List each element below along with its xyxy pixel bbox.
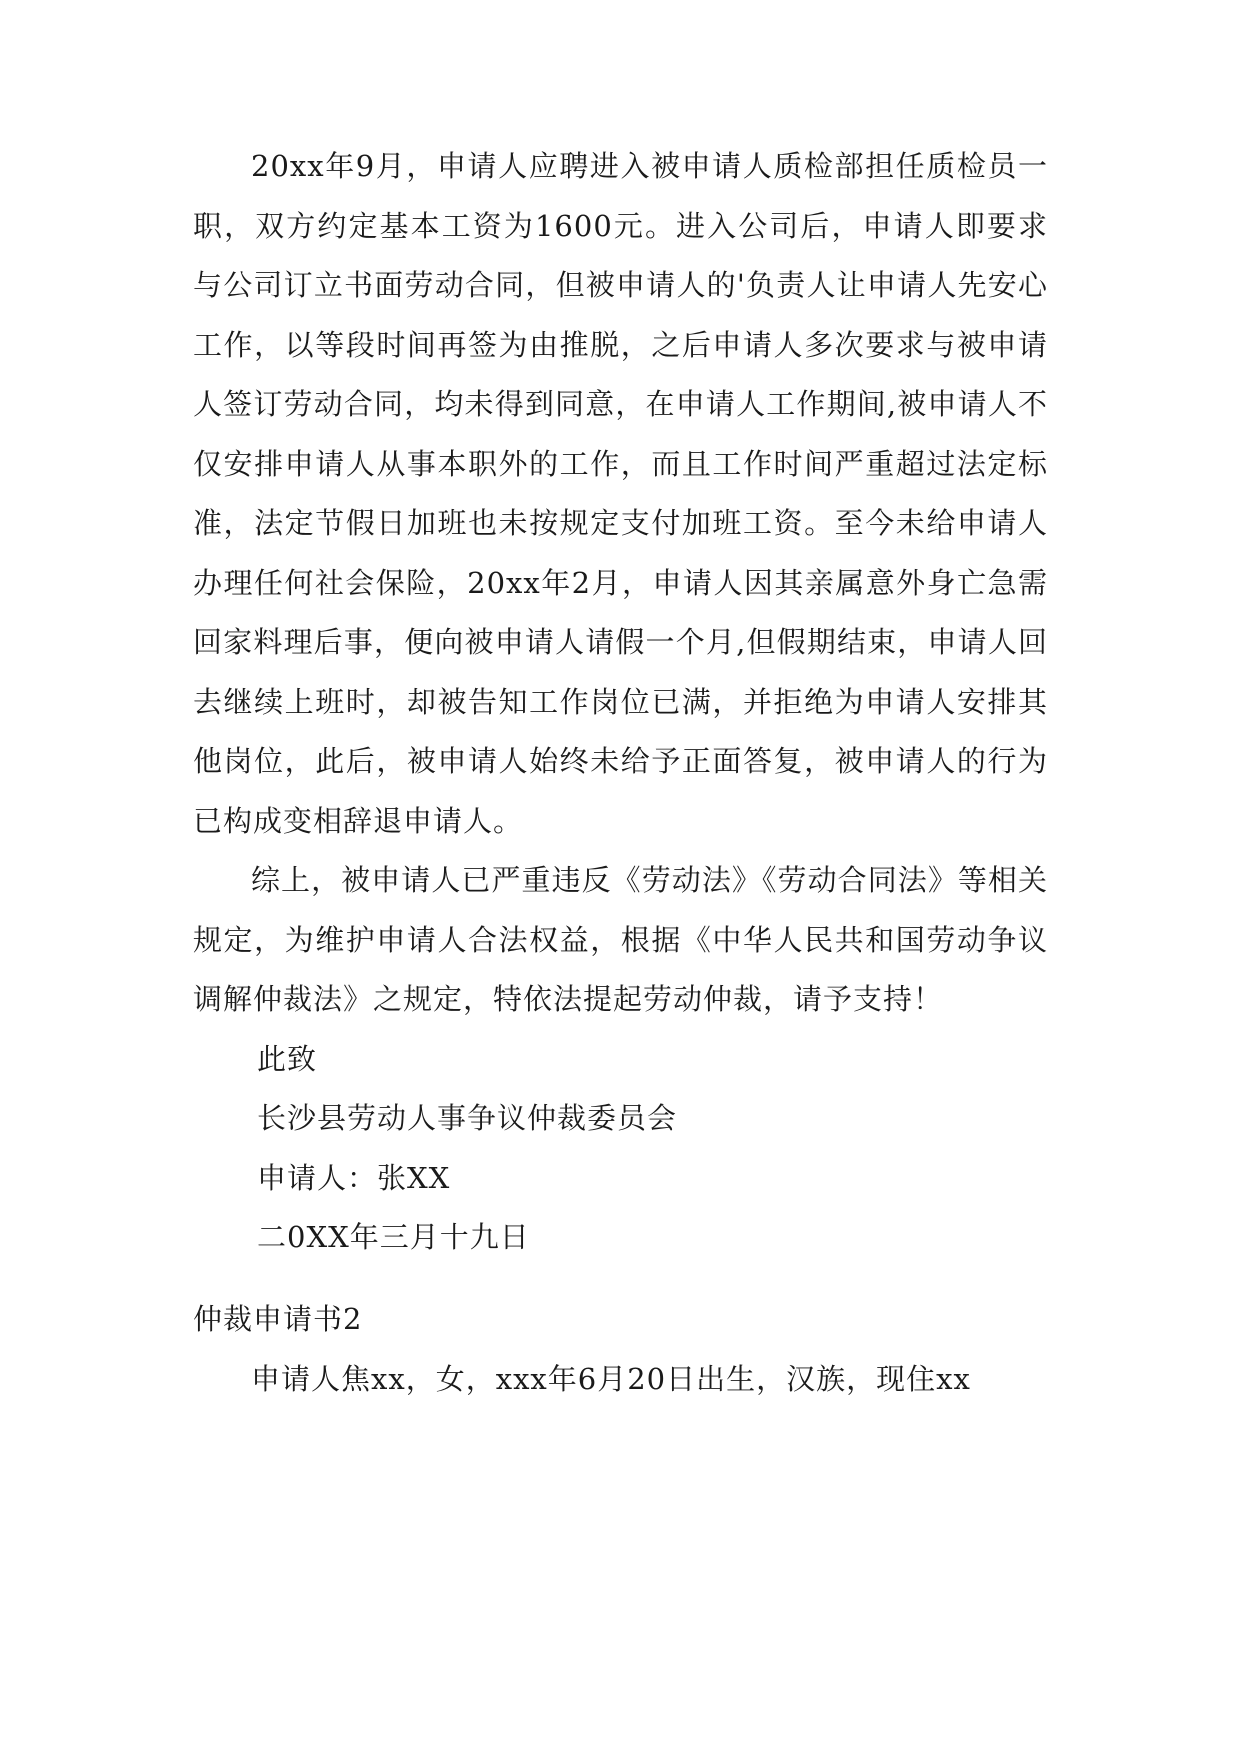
document-body: [193, 137, 1048, 1268]
section-title: 仲裁申请书2: [193, 1302, 363, 1336]
date-line: 二0XX年三月十九日: [257, 1220, 530, 1254]
paragraph-applicant-info: 申请人焦xx，女，xxx年6月20日出生，汉族，现住xx: [251, 1362, 971, 1396]
paragraph-conclusion: 综上，被申请人已严重违反《劳动法》《劳动合同法》等相关规定，为维护申请人合法权益，根据《中华人民共和国劳动争议调解仲裁法》之规定，特依法提起劳动仲裁，请予支持！: [193, 863, 1048, 1016]
recipient-line: 长沙县劳动人事争议仲裁委员会: [257, 1101, 678, 1135]
paragraph-facts: 20xx年9月，申请人应聘进入被申请人质检部担任质检员一职，双方约定基本工资为1600元。进入公司后，申请人即要求与公司订立书面劳动合同，但被申请人的'负责人让申请人先安心工作，以等段时间再签为由推脱，之后申请人多次要求与被申请人签订劳动合同，均未得到同意，在申请人工作期间,被申请人不仅安排申请人从事本职外的工作，而且工作时间严重超过法定标准，法定节假日加班也未按规定支付加班工资。至今未给申请人办理任何社会保险，20xx年2月，申请人因其亲属意外身亡急需回家料理后事，便向被申请人请假一个月,但假期结束，申请人回去继续上班时，却被告知工作岗位已满，并拒绝为申请人安排其他岗位，此后，被申请人始终未给予正面答复，被申请人的行为已构成变相辞退申请人。: [193, 149, 1048, 838]
closing-salutation: 此致: [257, 1041, 318, 1076]
document-body-2: [193, 1350, 1048, 1410]
applicant-signature: 申请人：张XX: [257, 1160, 451, 1195]
